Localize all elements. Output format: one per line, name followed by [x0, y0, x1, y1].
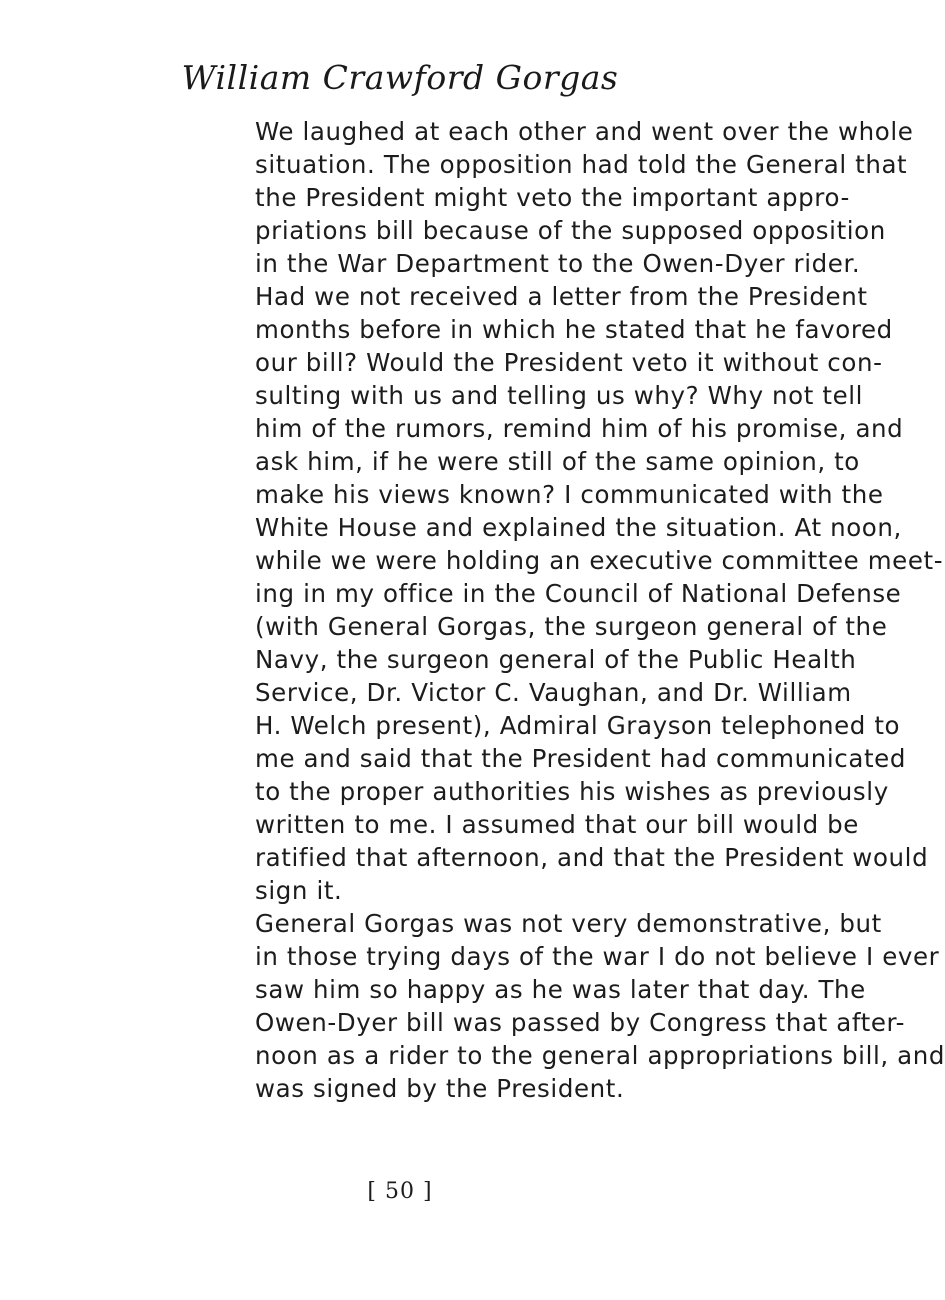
- text-line: Navy, the surgeon general of the Public Health: [255, 645, 857, 674]
- running-head: William Crawford Gorgas: [181, 58, 619, 97]
- text-line: sign it.: [255, 876, 343, 905]
- text-line: to the proper authorities his wishes as previously: [255, 777, 889, 806]
- text-line: ing in my office in the Council of National Defense: [255, 579, 902, 608]
- body-text: [255, 115, 945, 1105]
- text-line: General Gorgas was not very demonstrative, but: [255, 909, 882, 938]
- text-line: in the War Department to the Owen-Dyer rider.: [255, 249, 861, 278]
- text-line: H. Welch present), Admiral Grayson telephoned to: [255, 711, 901, 740]
- text-line: noon as a rider to the general appropriations bill, and: [255, 1041, 945, 1070]
- paragraph-2: [255, 907, 945, 1105]
- text-line: our bill? Would the President veto it without con-: [255, 348, 883, 377]
- text-line: saw him so happy as he was later that day. The: [255, 975, 866, 1004]
- page-number: [ 50 ]: [367, 1179, 433, 1204]
- text-line: ratified that afternoon, and that the President would: [255, 843, 929, 872]
- text-line: priations bill because of the supposed opposition: [255, 216, 886, 245]
- text-line: Owen-Dyer bill was passed by Congress that after-: [255, 1008, 906, 1037]
- text-line: We laughed at each other and went over the whole: [255, 117, 914, 146]
- text-line: Had we not received a letter from the President: [255, 282, 868, 311]
- text-line: the President might veto the important appro-: [255, 183, 850, 212]
- text-line: months before in which he stated that he favored: [255, 315, 893, 344]
- text-line: White House and explained the situation. At noon,: [255, 513, 902, 542]
- text-line: him of the rumors, remind him of his promise, and: [255, 414, 904, 443]
- text-line: sulting with us and telling us why? Why not tell: [255, 381, 864, 410]
- paragraph-1: [255, 115, 944, 907]
- text-line: (with General Gorgas, the surgeon general of the: [255, 612, 888, 641]
- text-line: while we were holding an executive committee meet-: [255, 546, 944, 575]
- text-line: written to me. I assumed that our bill would be: [255, 810, 859, 839]
- text-line: me and said that the President had communicated: [255, 744, 906, 773]
- text-line: was signed by the President.: [255, 1074, 625, 1103]
- text-line: in those trying days of the war I do not believe I ever: [255, 942, 940, 971]
- text-line: situation. The opposition had told the General that: [255, 150, 908, 179]
- text-line: make his views known? I communicated with the: [255, 480, 884, 509]
- text-line: Service, Dr. Victor C. Vaughan, and Dr. William: [255, 678, 852, 707]
- text-line: ask him, if he were still of the same opinion, to: [255, 447, 860, 476]
